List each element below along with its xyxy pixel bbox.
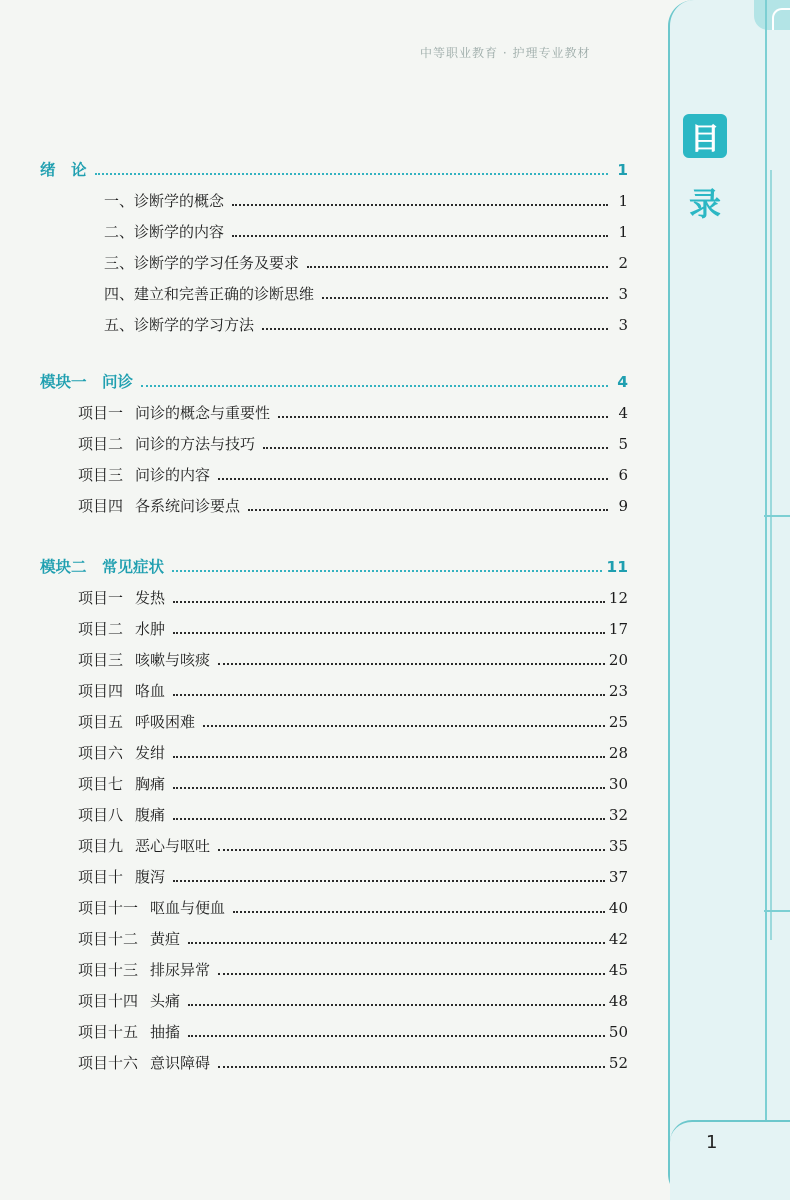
page-ref: 50 <box>608 1023 628 1041</box>
entry-title: 问诊的方法与技巧 <box>135 435 256 453</box>
entry-title: 抽搐 <box>150 1023 181 1041</box>
page-ref: 28 <box>608 744 628 762</box>
dot-leader <box>188 1004 605 1006</box>
dot-leader <box>173 880 605 882</box>
dot-leader <box>173 818 605 820</box>
dot-leader <box>203 725 605 727</box>
item-number: 项目十一 <box>78 899 139 917</box>
toc-entry[interactable] <box>104 247 628 273</box>
dot-leader <box>218 1066 605 1068</box>
entry-title: 问诊的内容 <box>135 466 211 484</box>
item-number: 项目五 <box>78 713 124 731</box>
page-ref: 32 <box>608 806 628 824</box>
dot-leader <box>307 266 608 268</box>
dot-leader <box>218 973 605 975</box>
toc-entry[interactable] <box>78 459 628 485</box>
entry-title: 一、诊断学的概念 <box>104 192 225 210</box>
entry-title: 发热 <box>135 589 166 607</box>
dot-leader <box>188 942 605 944</box>
dot-leader <box>232 235 608 237</box>
item-number: 项目二 <box>78 435 124 453</box>
item-number: 项目四 <box>78 682 124 700</box>
page-number: 1 <box>706 1132 718 1153</box>
page-ref: 25 <box>608 713 628 731</box>
item-number: 项目十 <box>78 868 124 886</box>
toc-entry[interactable] <box>78 644 628 670</box>
page-ref: 1 <box>618 192 628 210</box>
toc-entry[interactable] <box>104 309 628 335</box>
dot-leader <box>233 911 605 913</box>
entry-title: 恶心与呕吐 <box>135 837 211 855</box>
entry-title: 意识障碍 <box>150 1054 211 1072</box>
entry-title: 五、诊断学的学习方法 <box>104 316 255 334</box>
page-ref: 35 <box>608 837 628 855</box>
entry-title: 二、诊断学的内容 <box>104 223 225 241</box>
toc-module-2[interactable] <box>40 551 628 577</box>
item-number: 项目十三 <box>78 961 139 979</box>
entry-title: 四、建立和完善正确的诊断思维 <box>104 285 315 303</box>
dot-leader <box>188 1035 605 1037</box>
module-title: 模块二 常见症状 <box>40 558 165 576</box>
entry-title: 呼吸困难 <box>135 713 196 731</box>
page-ref: 48 <box>608 992 628 1010</box>
toc-module-intro[interactable] <box>40 154 628 180</box>
toc-entry[interactable] <box>78 799 628 825</box>
item-number: 项目一 <box>78 589 124 607</box>
item-number: 项目十二 <box>78 930 139 948</box>
item-number: 项目十五 <box>78 1023 139 1041</box>
toc-entry[interactable] <box>78 1016 628 1042</box>
page-ref: 23 <box>608 682 628 700</box>
dot-leader <box>278 416 608 418</box>
item-number: 项目三 <box>78 651 124 669</box>
dot-leader <box>173 756 605 758</box>
item-number: 项目九 <box>78 837 124 855</box>
page-ref: 2 <box>618 254 628 272</box>
toc-entry[interactable] <box>78 954 628 980</box>
toc-entry[interactable] <box>78 892 628 918</box>
item-number: 项目一 <box>78 404 124 422</box>
entry-title: 发绀 <box>135 744 166 762</box>
toc-entry[interactable] <box>78 830 628 856</box>
side-tab-bottom <box>670 1120 790 1200</box>
dot-leader <box>95 173 608 175</box>
toc-entry[interactable] <box>78 737 628 763</box>
toc-heading-char-2: 录 <box>688 185 721 223</box>
page-ref: 1 <box>618 223 628 241</box>
toc-entry[interactable] <box>78 861 628 887</box>
toc-entry[interactable] <box>78 923 628 949</box>
entry-title: 黄疸 <box>150 930 181 948</box>
entry-title: 咳嗽与咳痰 <box>135 651 211 669</box>
item-number: 项目八 <box>78 806 124 824</box>
dot-leader <box>218 849 605 851</box>
entry-title: 咯血 <box>135 682 166 700</box>
page-ref: 12 <box>608 589 628 607</box>
page-ref: 9 <box>618 497 628 515</box>
toc-entry[interactable] <box>104 185 628 211</box>
item-number: 项目四 <box>78 497 124 515</box>
page-ref: 4 <box>617 373 628 391</box>
toc-entry[interactable] <box>78 675 628 701</box>
entry-title: 水肿 <box>135 620 166 638</box>
entry-title: 胸痛 <box>135 775 166 793</box>
toc-entry[interactable] <box>78 1047 628 1073</box>
item-number: 项目三 <box>78 466 124 484</box>
side-tab-rule <box>765 0 767 1200</box>
toc-entry[interactable] <box>104 216 628 242</box>
entry-title: 呕血与便血 <box>150 899 226 917</box>
toc-entry[interactable] <box>78 706 628 732</box>
toc-module-1[interactable] <box>40 366 628 392</box>
page-ref: 5 <box>618 435 628 453</box>
page-ref: 17 <box>608 620 628 638</box>
page-ref: 20 <box>608 651 628 669</box>
page-ref: 52 <box>608 1054 628 1072</box>
toc-heading-char-1: 目 <box>683 114 727 158</box>
item-number: 项目六 <box>78 744 124 762</box>
side-tab-top-corner <box>754 0 790 30</box>
entry-title: 腹泻 <box>135 868 166 886</box>
toc-entry[interactable] <box>104 278 628 304</box>
dot-leader <box>232 204 608 206</box>
item-number: 项目七 <box>78 775 124 793</box>
item-number: 项目二 <box>78 620 124 638</box>
entry-title: 各系统问诊要点 <box>135 497 241 515</box>
dot-leader <box>173 632 605 634</box>
dot-leader <box>262 328 608 330</box>
entry-title: 腹痛 <box>135 806 166 824</box>
dot-leader <box>263 447 608 449</box>
toc-entry[interactable] <box>78 428 628 454</box>
entry-title: 头痛 <box>150 992 181 1010</box>
toc-entry[interactable] <box>78 582 628 608</box>
page-ref: 3 <box>618 285 628 303</box>
entry-title: 排尿异常 <box>150 961 211 979</box>
page-ref: 1 <box>617 161 628 179</box>
show-through-header: 中等职业教育 · 护理专业教材 <box>420 46 591 60</box>
page-ref: 30 <box>608 775 628 793</box>
side-tab-divider <box>764 515 790 517</box>
dot-leader <box>218 663 605 665</box>
module-title: 模块一 问诊 <box>40 373 134 391</box>
side-tab-divider <box>764 910 790 912</box>
dot-leader <box>173 601 605 603</box>
toc-entry[interactable] <box>78 490 628 516</box>
side-tab-rule-inner <box>770 170 772 940</box>
page-ref: 11 <box>606 558 628 576</box>
dot-leader <box>141 385 608 387</box>
toc-entry[interactable] <box>78 613 628 639</box>
entry-title: 问诊的概念与重要性 <box>135 404 271 422</box>
page-ref: 3 <box>618 316 628 334</box>
module-title: 绪 论 <box>40 161 87 179</box>
page-ref: 42 <box>608 930 628 948</box>
page-ref: 37 <box>608 868 628 886</box>
dot-leader <box>322 297 608 299</box>
page-ref: 40 <box>608 899 628 917</box>
entry-title: 三、诊断学的学习任务及要求 <box>104 254 300 272</box>
dot-leader <box>248 509 608 511</box>
dot-leader <box>173 694 605 696</box>
dot-leader <box>172 570 602 572</box>
item-number: 项目十四 <box>78 992 139 1010</box>
dot-leader <box>173 787 605 789</box>
toc-entry[interactable] <box>78 768 628 794</box>
page-ref: 6 <box>618 466 628 484</box>
toc-entry[interactable] <box>78 985 628 1011</box>
toc-entry[interactable] <box>78 397 628 423</box>
dot-leader <box>218 478 608 480</box>
item-number: 项目十六 <box>78 1054 139 1072</box>
page-ref: 4 <box>618 404 628 422</box>
page-ref: 45 <box>608 961 628 979</box>
